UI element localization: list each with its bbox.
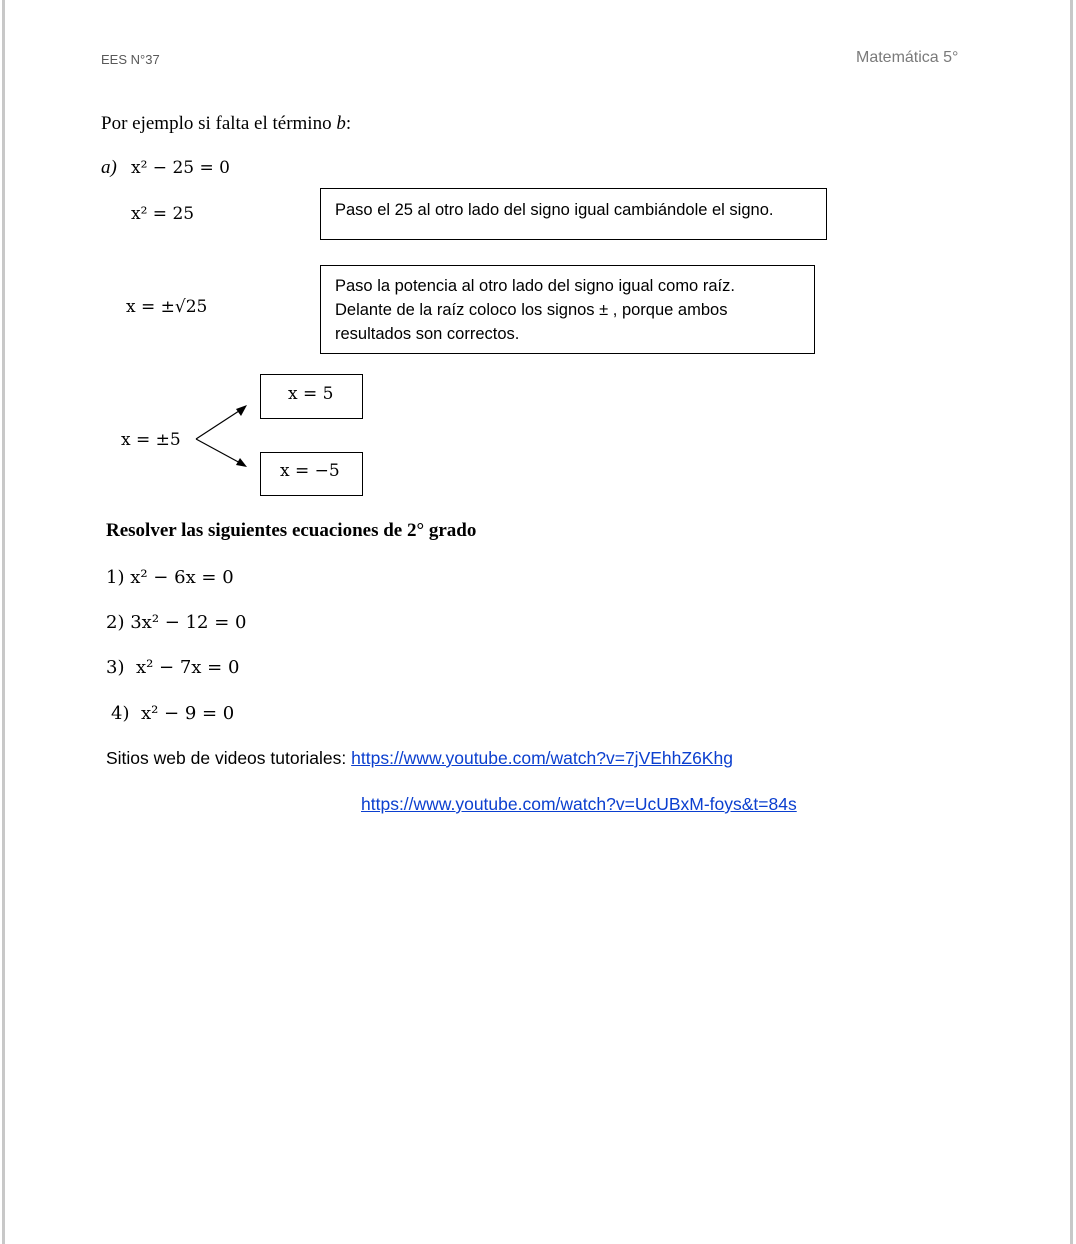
arrow-up-line bbox=[196, 409, 242, 439]
step2-note-box bbox=[320, 265, 815, 354]
solution-positive-box bbox=[260, 374, 363, 419]
exercise-2-eq: 3x² − 12 = 0 bbox=[130, 612, 247, 633]
step2-note-line1: Paso la potencia al otro lado del signo igual como raíz. bbox=[335, 277, 735, 295]
step1-equation: x² = 25 bbox=[131, 204, 195, 224]
example-label: a) bbox=[101, 157, 117, 178]
arrow-down-line bbox=[196, 439, 242, 464]
branch-arrows bbox=[190, 395, 260, 475]
intro-paragraph bbox=[101, 113, 351, 135]
exercise-4-eq: x² − 9 = 0 bbox=[140, 703, 235, 724]
solution-negative: x = −5 bbox=[280, 461, 340, 481]
arrow-down-head bbox=[236, 458, 247, 467]
exercise-3-num: 3) bbox=[106, 657, 125, 678]
step3-equation: x = ±5 bbox=[121, 430, 181, 450]
intro-text: Por ejemplo si falta el término bbox=[101, 113, 337, 134]
exercises-heading: Resolver las siguientes ecuaciones de 2° grado bbox=[106, 520, 477, 541]
step2-note-line2: Delante de la raíz coloco los signos ± , porque ambos bbox=[335, 301, 728, 319]
solution-positive: x = 5 bbox=[288, 384, 334, 404]
arrow-up-head bbox=[236, 405, 247, 416]
exercise-4 bbox=[111, 703, 234, 724]
header-subject: Matemática 5° bbox=[856, 49, 959, 66]
intro-colon: : bbox=[345, 113, 352, 134]
exercise-1-num: 1) bbox=[106, 567, 125, 588]
header-school: EES N°37 bbox=[101, 52, 160, 67]
exercise-3 bbox=[106, 657, 239, 678]
example-equation: x² − 25 = 0 bbox=[131, 158, 230, 178]
step1-note-text: Paso el 25 al otro lado del signo igual cambiándole el signo. bbox=[335, 201, 774, 219]
exercise-3-eq: x² − 7x = 0 bbox=[135, 657, 240, 678]
intro-term: b bbox=[336, 113, 346, 134]
step2-note-line3: resultados son correctos. bbox=[335, 325, 520, 343]
page-border-left bbox=[2, 0, 5, 1244]
step2-equation: x = ±√25 bbox=[126, 297, 208, 317]
step1-note-box bbox=[320, 188, 827, 240]
video-link-2[interactable]: https://www.youtube.com/watch?v=UcUBxM-foys&t=84s bbox=[361, 794, 797, 814]
exercise-1 bbox=[106, 567, 234, 588]
exercise-2-num: 2) bbox=[106, 612, 125, 633]
exercise-1-eq: x² − 6x = 0 bbox=[130, 567, 234, 588]
exercise-4-num: 4) bbox=[111, 703, 130, 724]
resources-line bbox=[106, 748, 733, 769]
solution-negative-box bbox=[260, 452, 363, 496]
page-border-right bbox=[1070, 0, 1073, 1244]
video-link-1[interactable]: https://www.youtube.com/watch?v=7jVEhhZ6Khg bbox=[351, 748, 733, 768]
resources-label: Sitios web de videos tutoriales: bbox=[106, 748, 352, 768]
resources-line-2 bbox=[361, 794, 797, 815]
exercise-2 bbox=[106, 612, 246, 633]
